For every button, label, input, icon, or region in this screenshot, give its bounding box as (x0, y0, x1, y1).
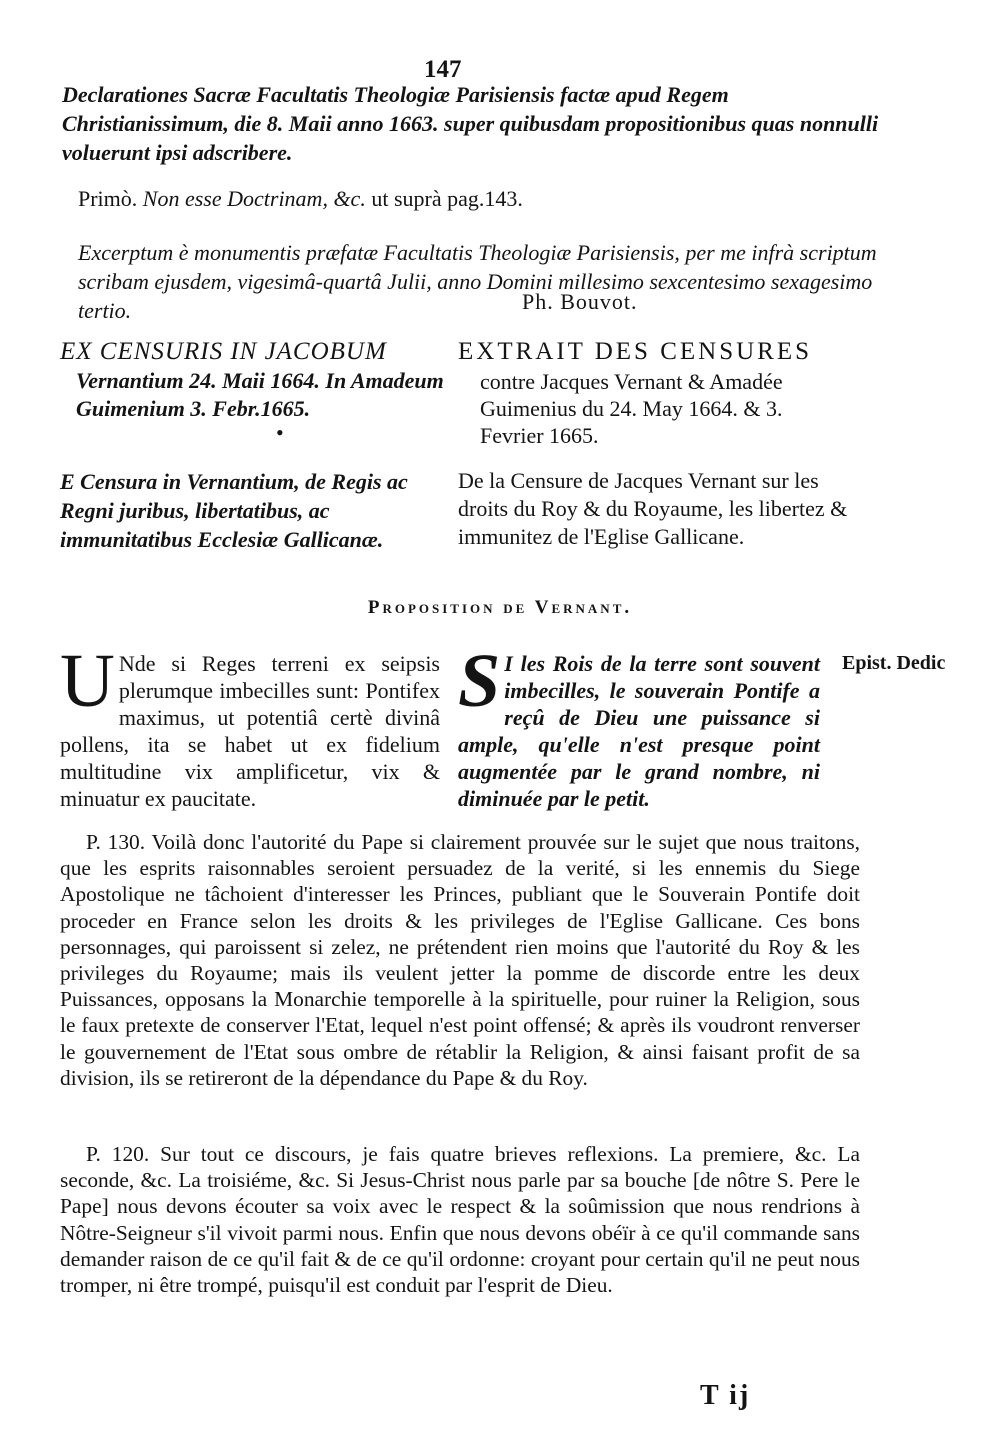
proposition-title: Proposition de Vernant. (367, 597, 633, 618)
french-proposition (458, 639, 820, 812)
primo-text: Non esse Doctrinam, &c. (142, 186, 366, 211)
french-drop-cap: S (458, 639, 501, 723)
bullet-mark: • (276, 420, 284, 445)
margin-note: Epist. Dedic (842, 652, 946, 674)
french-section-heading: EXTRAIT DES CENSURES (458, 338, 813, 365)
excerpt-paragraph: Excerptum è monumentis præfatæ Facultatis Theologiæ Parisiensis, per me infrà scriptum scribam ejusdem, vigesimâ-quartâ Julii, anno Domini millesimo sexcentesimo sexagesimo tertio. (78, 240, 877, 323)
french-censure-title: De la Censure de Jacques Vernant sur les droits du Roy & du Royaume, les libertez & immunitez de l'Eglise Gallicane. (458, 468, 848, 549)
latin-section-heading: EX CENSURIS IN JACOBUM (60, 338, 387, 365)
french-section-subheading: contre Jacques Vernant & Amadée Guimenius du 24. May 1664. & 3. Fevrier 1665. (480, 369, 783, 448)
paragraph-2-text: P. 120. Sur tout ce discours, je fais quatre brieves reflexions. La premiere, &c. La seconde, &c. La troisiéme, &c. Si Jesus-Christ nous parle par sa bouche [de nôtre S. Pere le Pape] nous devons écouter sa voix avec le respect & la soûmission que nous rendrions à Nôtre-Seigneur s'il vivoit parmi nous. Enfin que nous devons obéïr à ce qu'il commande sans demander raison de ce qu'il fait & de ce qu'il ordonne: croyant pour certain qu'il ne peut nous tromper, ni être trompé, puisqu'il est conduit par l'esprit de Dieu. (60, 1142, 860, 1298)
page-number: 147 (424, 56, 462, 83)
latin-censure-title: E Censura in Vernantium, de Regis ac Regni juribus, libertatibus, ac immunitatibus Ecclesiæ Gallicanæ. (60, 469, 408, 552)
french-proposition-text: I les Rois de la terre sont souvent imbecilles, le souverain Pontife a reçû de Dieu une puissance si ample, qu'elle n'est presque point augmentée par le grand nombre, ni diminuée par le petit. (458, 651, 820, 811)
latin-proposition-text: Nde si Reges terreni ex seipsis plerumque imbecilles sunt: Pontifex maximus, ut potentiâ certè divinâ pollens, ita se habet ut ex fidelium multitudine vix amplificetur, vix & minuatur ex paucitate. (60, 651, 440, 811)
primo-reference: ut suprà pag.143. (371, 186, 523, 211)
primo-lead: Primò. (78, 186, 138, 211)
latin-section-subheading: Vernantium 24. Maii 1664. In Amadeum Guimenium 3. Febr.1665. (76, 368, 444, 421)
scribe-signature: Ph. Bouvot. (522, 289, 638, 314)
paragraph-1-text: P. 130. Voilà donc l'autorité du Pape si clairement prouvée sur le sujet que nous traitons, que les esprits raisonnables seroient persuadez de la verité, si les ennemis du Siege Apostolique ne tâchoient d'interesser les Princes, publiant que le Souverain Pontife doit proceder en France selon les droits & les privileges de l'Eglise Gallicane. Ces bons personnages, qui paroissent si zelez, ne prétendent rien moins que l'autorité du Roy & les privileges du Royaume; mais ils veulent jetter la pomme de discorde entre les deux Puissances, opposans la Monarchie temporelle à la spirituelle, pour ruiner la Religion, sous le faux pretexte de conserver l'Etat, lequel n'est point offensé; & après ils voudront renverser le gouvernement de l'Etat sous ombre de rétablir la Religion, & ainsi faisant profit de sa division, ils se retireront de la dépendance du Pape & du Roy. (60, 830, 860, 1090)
latin-drop-cap: U (60, 639, 115, 723)
signature-mark: T ij (700, 1380, 751, 1411)
primo-line (78, 186, 523, 212)
declaration-heading: Declarationes Sacræ Facultatis Theologiæ Parisiensis factæ apud Regem Christianissimum, die 8. Maii anno 1663. super quibusdam propositionibus quas nonnulli voluerunt ipsi adscribere. (62, 82, 879, 165)
body-paragraph-1 (60, 829, 860, 1091)
body-paragraph-2 (60, 1141, 860, 1298)
latin-proposition (60, 639, 440, 812)
